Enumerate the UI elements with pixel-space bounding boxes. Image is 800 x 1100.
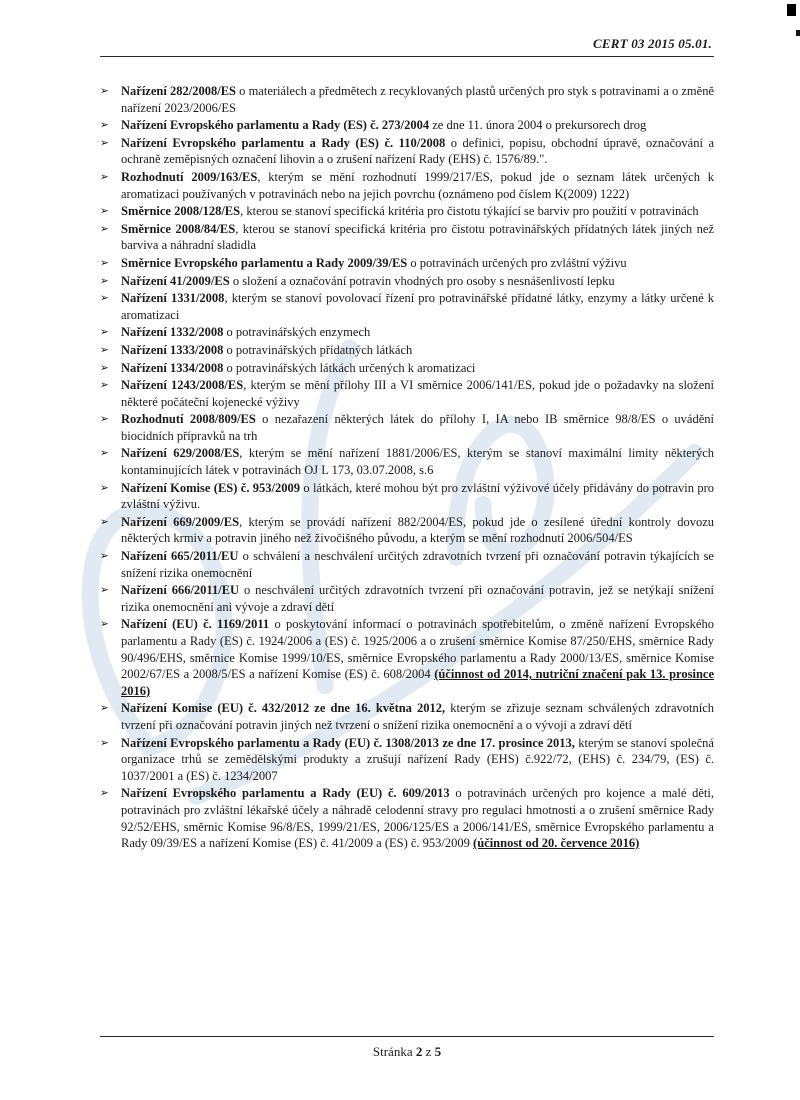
arrow-bullet-icon: ➢ xyxy=(100,584,109,597)
list-item-text xyxy=(121,135,714,168)
list-item xyxy=(100,480,714,513)
list-item xyxy=(100,514,714,547)
list-item xyxy=(100,616,714,699)
text-segment: Nařízení 282/2008/ES xyxy=(121,84,236,98)
page-content xyxy=(100,36,714,853)
page-footer xyxy=(100,1036,714,1060)
list-item xyxy=(100,377,714,410)
list-item xyxy=(100,290,714,323)
text-segment: Nařízení 1332/2008 xyxy=(121,325,224,340)
arrow-bullet-icon: ➢ xyxy=(100,292,109,305)
text-segment: Nařízení Evropského parlamentu a Rady (EU) č. 609/2013 xyxy=(121,786,450,801)
arrow-bullet-icon: ➢ xyxy=(100,256,109,269)
list-item-text xyxy=(121,616,714,699)
list-item-text xyxy=(121,377,714,410)
arrow-bullet-icon: ➢ xyxy=(100,222,109,235)
regulation-list xyxy=(100,83,714,852)
list-item-text xyxy=(121,342,714,359)
list-item-text xyxy=(121,221,714,254)
list-item-text xyxy=(121,117,714,134)
text-segment: Směrnice 2008/128/ES xyxy=(121,204,241,219)
text-segment: , kterou se stanoví specifická kritéria pro čistotu týkající se barviv pro použití v potravinách xyxy=(240,204,699,219)
text-segment: Nařízení 666/2011/EU xyxy=(121,583,240,598)
text-segment: o potravinářských látkách určených k aromatizaci xyxy=(223,360,476,375)
list-item-text xyxy=(121,480,714,513)
arrow-bullet-icon: ➢ xyxy=(100,343,109,356)
list-item-text xyxy=(121,203,714,220)
text-segment: , kterým se stanoví povolovací řízení pro potravinářské přídatné látky, enzymy a látky určené k aromatizaci xyxy=(121,291,715,322)
arrow-bullet-icon: ➢ xyxy=(100,550,109,563)
text-segment: (účinnost od 2014, nutriční značení pak 13. prosince 2016) xyxy=(121,667,714,698)
arrow-bullet-icon: ➢ xyxy=(100,618,109,631)
arrow-bullet-icon: ➢ xyxy=(100,447,109,460)
text-segment: Směrnice 2008/84/ES xyxy=(121,221,236,236)
list-item-text xyxy=(121,273,714,290)
doc-code-header: CERT 03 2015 05.01. xyxy=(592,36,712,51)
arrow-bullet-icon: ➢ xyxy=(100,787,109,800)
list-item-text xyxy=(121,411,714,444)
text-segment: Nařízení 1334/2008 xyxy=(121,360,224,375)
arrow-bullet-icon: ➢ xyxy=(100,515,109,528)
list-item-text xyxy=(121,290,714,323)
text-segment: kterým se stanoví společná organizace trhů se zemědělskými produkty a zrušují nařízení Rady (EHS) č.922/72, (EHS) č. 234/79, (ES) č. 1037/2001 a (ES) č. 1234/2007 xyxy=(121,735,714,783)
list-item-text xyxy=(121,324,714,341)
text-segment: kterým se zřizuje seznam schválených zdravotních tvrzení při označování potravin jiných než tvrzení o snížení rizika onemocnění a o vývoji a zdraví dětí xyxy=(121,701,714,732)
text-segment: Rozhodnutí 2008/809/ES xyxy=(121,412,256,427)
text-segment: Nařízení (EU) č. 1169/2011 xyxy=(121,617,270,632)
list-item xyxy=(100,324,714,341)
text-segment: Nařízení Evropského parlamentu a Rady (ES) č. 110/2008 xyxy=(121,135,446,150)
list-item-text xyxy=(121,700,714,733)
list-item-text xyxy=(121,548,714,581)
text-segment: 5 xyxy=(434,1044,442,1059)
arrow-bullet-icon: ➢ xyxy=(100,119,109,132)
list-item xyxy=(100,548,714,581)
scan-artifact xyxy=(787,4,796,16)
text-segment: Směrnice Evropského parlamentu a Rady 2009/39/ES xyxy=(121,255,408,270)
text-segment: z xyxy=(422,1044,435,1059)
text-segment: o potravinářských přídatných látkách xyxy=(223,342,413,357)
arrow-bullet-icon: ➢ xyxy=(100,413,109,426)
arrow-bullet-icon: ➢ xyxy=(100,379,109,392)
arrow-bullet-icon: ➢ xyxy=(100,274,109,287)
list-item-text xyxy=(121,83,714,116)
arrow-bullet-icon: ➢ xyxy=(100,326,109,339)
text-segment: (účinnost od 20. července 2016) xyxy=(473,836,640,851)
list-item-text xyxy=(121,582,714,615)
text-segment: Nařízení 629/2008/ES xyxy=(121,446,240,461)
list-item xyxy=(100,203,714,220)
text-segment: o potravinářských enzymech xyxy=(223,325,371,340)
list-item xyxy=(100,785,714,851)
list-item xyxy=(100,117,714,134)
text-segment: o potravinách určených pro zvláštní výživu xyxy=(407,255,627,270)
arrow-bullet-icon: ➢ xyxy=(100,702,109,715)
list-item xyxy=(100,83,714,116)
text-segment: ze dne 11. února 2004 o prekursorech drog xyxy=(429,118,647,133)
list-item xyxy=(100,135,714,168)
text-segment: Nařízení Komise (ES) č. 953/2009 xyxy=(121,480,301,495)
list-item-text xyxy=(121,785,714,851)
text-segment: o definici, popisu, obchodní úpravě, označování a ochraně zeměpisných označení lihovin a o zrušení nařízení Rady (EHS) č. 1576/89.". xyxy=(121,135,714,167)
list-item-text xyxy=(121,735,714,785)
list-item xyxy=(100,255,714,272)
arrow-bullet-icon: ➢ xyxy=(100,481,109,494)
list-item xyxy=(100,273,714,290)
text-segment: Stránka xyxy=(372,1044,416,1059)
text-segment: Nařízení Komise (EU) č. 432/2012 ze dne 16. května 2012, xyxy=(121,701,446,716)
arrow-bullet-icon: ➢ xyxy=(100,170,109,183)
text-segment: o potravinách určených pro kojence a malé děti, potravinách pro zvláštní lékařské účely a náhradě celodenní stravy pro regulaci hmotnosti a o zrušení směrnice Rady 92/52/EHS, směrnic Komise 96/8/ES, 1999/21/ES, 2006/125/ES a 2006/141/ES, směrnice Evropského parlamentu a Rady 09/39/ES a nařízení Komise (ES) č. 41/2009 a (ES) č. 953/2009 xyxy=(121,786,714,851)
page-footer-text xyxy=(373,1044,441,1059)
header-rule xyxy=(100,56,714,57)
text-segment: Nařízení Evropského parlamentu a Rady (EU) č. 1308/2013 ze dne 17. prosince 2013, xyxy=(121,735,575,750)
text-segment: o látkách, které mohou být pro zvláštní výživové účely přidávány do potravin pro zvláštní výživu. xyxy=(121,480,715,512)
list-item xyxy=(100,169,714,202)
scan-artifact xyxy=(796,30,800,36)
text-segment: Nařízení 1243/2008/ES xyxy=(121,378,244,393)
text-segment: o schválení a neschválení určitých zdravotních tvrzení při označování potravin týkajících se snížení rizika onemocnění xyxy=(121,549,714,580)
list-item-text xyxy=(121,255,714,272)
list-item-text xyxy=(121,360,714,377)
list-item xyxy=(100,735,714,785)
text-segment: o neschválení určitých zdravotních tvrzení při označování potravin, jež se netýkají snížení rizika onemocnění ani vývoje a zdraví dětí xyxy=(121,583,714,614)
text-segment: Nařízení 669/2009/ES xyxy=(121,514,240,529)
list-item-text xyxy=(121,169,714,202)
text-segment: Nařízení 665/2011/EU xyxy=(121,549,239,564)
text-segment: 2 xyxy=(415,1044,423,1059)
text-segment: o nezařazení některých látek do přílohy I, IA nebo IB směrnice 98/8/ES o uvádění biocidních přípravků na trh xyxy=(121,412,714,443)
text-segment: Nařízení 41/2009/ES xyxy=(121,273,230,288)
list-item xyxy=(100,700,714,733)
list-item xyxy=(100,342,714,359)
arrow-bullet-icon: ➢ xyxy=(100,85,109,97)
list-item xyxy=(100,221,714,254)
text-segment: , kterým se mění přílohy III a VI směrnice 2006/141/ES, pokud jde o požadavky na složení některé počáteční kojenecké výživy xyxy=(121,378,714,409)
arrow-bullet-icon: ➢ xyxy=(100,361,109,374)
list-item xyxy=(100,411,714,444)
text-segment: o poskytování informací o potravinách spotřebitelům, o změně nařízení Evropského parlamentu a Rady (ES) č. 1924/2006 a (ES) č. 1925/2006 a o zrušení směrnice Komise 87/250/EHS, směrnice Rady 90/496/EHS, směrnice Komise 1999/10/ES, směrnice Evropského parlamentu a Rady 2000/13/ES, směrnice Komise 2002/67/ES a 2008/5/ES a nařízení Komise (ES) č. 608/2004 xyxy=(121,617,714,682)
text-segment: , kterým se mění rozhodnutí 1999/217/ES, pokud jde o seznam látek určených k aromatizaci používaných v potravinách nebo na jejich povrchu (oznámeno pod číslem K(2009) 1222) xyxy=(121,169,714,201)
list-item-text xyxy=(121,514,714,547)
text-segment: , kterou se stanoví specifická kritéria pro čistotu potravinářských přídatných látek jiných než barviva a náhradní sladidla xyxy=(121,221,714,253)
text-segment: Nařízení 1331/2008 xyxy=(121,291,225,306)
arrow-bullet-icon: ➢ xyxy=(100,736,109,749)
list-item xyxy=(100,445,714,478)
list-item xyxy=(100,360,714,377)
text-segment: o složení a označování potravin vhodných pro osoby s nesnášenlivostí lepku xyxy=(229,273,615,288)
list-item xyxy=(100,582,714,615)
text-segment: , kterým se provádí nařízení 882/2004/ES, pokud jde o zesílené úřední kontroly dovozu některých krmiv a potravin jiného než živočišného původu, a kterým se mění rozhodnutí 2006/504/ES xyxy=(121,514,714,546)
text-segment: Nařízení 1333/2008 xyxy=(121,342,224,357)
list-item-text xyxy=(121,445,714,478)
arrow-bullet-icon: ➢ xyxy=(100,136,109,149)
arrow-bullet-icon: ➢ xyxy=(100,205,109,218)
text-segment: Rozhodnutí 2009/163/ES xyxy=(121,169,258,184)
text-segment: o materiálech a předmětech z recyklovaných plastů určených pro styk s potravinami a o změně nařízení 2023/2006/ES xyxy=(121,84,714,115)
text-segment: , kterým se mění nařízení 1881/2006/ES, kterým se stanoví maximální limity některých kontaminujících látek v potravinách OJ L 173, 03.07.2008, s.6 xyxy=(121,446,714,478)
text-segment: Nařízení Evropského parlamentu a Rady (ES) č. 273/2004 xyxy=(121,118,430,133)
